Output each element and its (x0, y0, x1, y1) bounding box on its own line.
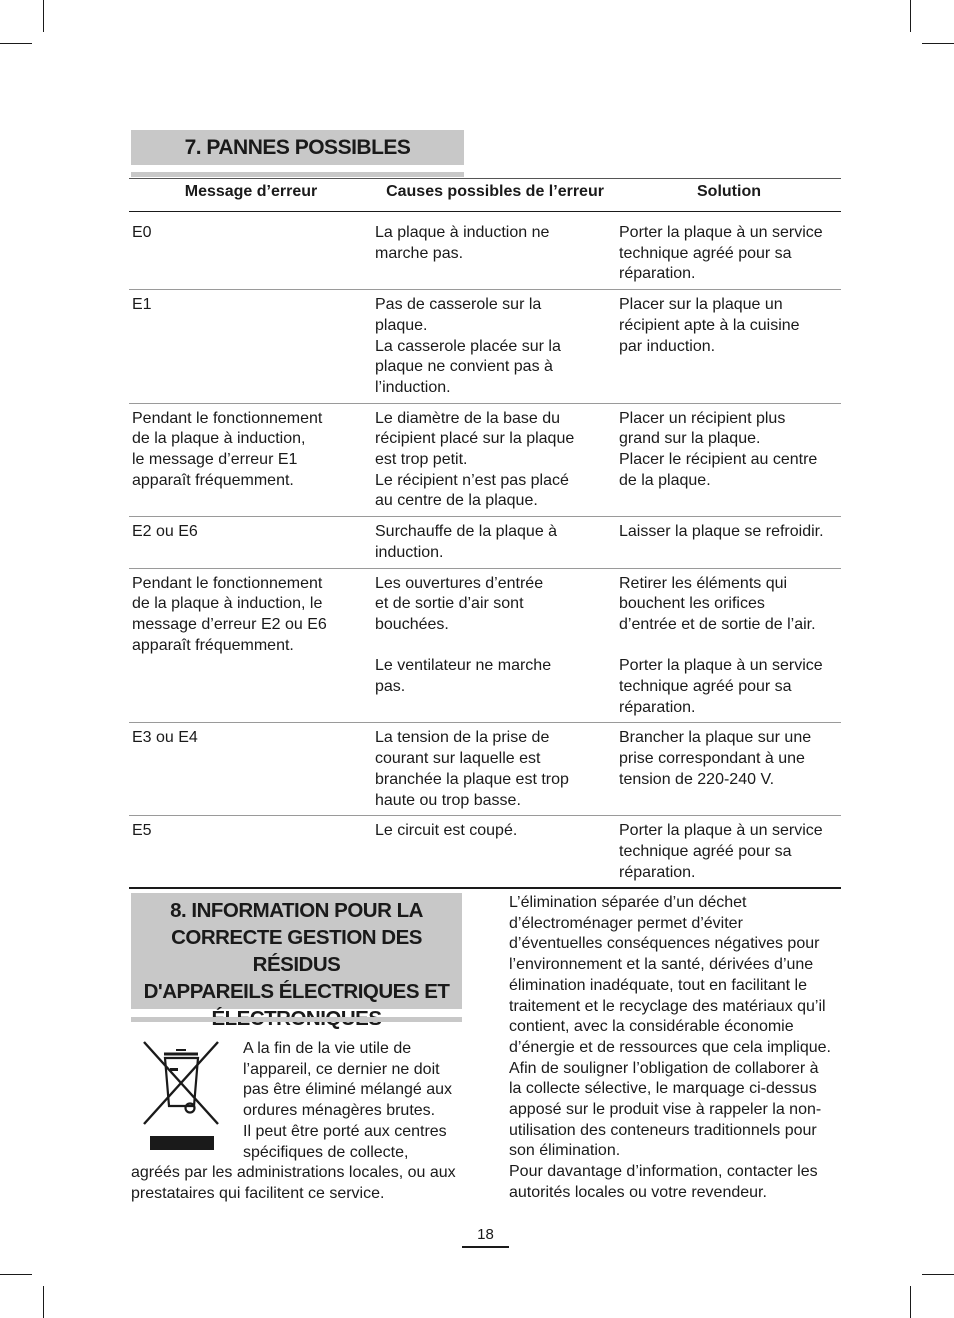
text-line: contient, avec la considérable économie (509, 1018, 794, 1036)
cell-line: au centre de la plaque. (375, 492, 538, 510)
cell-line: plaque ne convient pas à (375, 358, 553, 376)
cell-line: marche pas. (375, 244, 464, 262)
cell-line: de la plaque. (619, 471, 711, 489)
cell-line: réparation. (619, 863, 696, 881)
text-line: Afin de souligner l’obligation de collaborer à (509, 1059, 819, 1077)
table-header (129, 179, 841, 205)
text-line: A la fin de la vie utile de (243, 1040, 412, 1057)
solution-cell (619, 821, 841, 883)
causes-cell (375, 728, 619, 811)
cell-line: récipient placé sur la plaque (375, 430, 575, 448)
text-line: d’éventuelles conséquences négatives pour (509, 935, 820, 953)
table-row (129, 516, 841, 567)
cell-line: prise correspondant à une (619, 750, 805, 768)
cell-line: apparaît fréquemment. (132, 471, 294, 489)
header-causes: Causes possibles de l’erreur (386, 183, 604, 200)
causes-cell (375, 409, 619, 513)
cell-line: Pas de casserole sur la (375, 296, 542, 314)
cell-line: bouchent les orifices (619, 595, 765, 613)
cell-line: Les ouvertures d’entrée (375, 574, 544, 592)
crop-mark (43, 0, 44, 32)
cell-line: de la plaque à induction, (132, 430, 306, 448)
crop-mark (910, 1286, 911, 1318)
text-line: l’environnement et la santé, dérivées d’une (509, 956, 814, 974)
right-paragraph (509, 893, 854, 1204)
text-line: la collecte sélective, le marquage ci-dessus (509, 1080, 817, 1098)
cell-line: E5 (132, 822, 152, 840)
cell-line: réparation. (619, 265, 696, 283)
cell-line: Placer un récipient plus (619, 409, 786, 427)
text-line: pas être éliminé mélangé aux (243, 1081, 453, 1099)
table-bottom-rule (129, 887, 841, 889)
cell-line: d’entrée et de sortie de l’air. (619, 615, 816, 633)
section-7-rule (131, 172, 464, 177)
table-row (129, 211, 841, 289)
cell-line: bouchées. (375, 615, 449, 633)
cell-line: le message d’erreur E1 (132, 451, 298, 469)
cell-line: l’induction. (375, 378, 451, 396)
cell-line: technique agréé pour sa (619, 678, 792, 696)
cell-line: Placer le récipient au centre (619, 451, 818, 469)
text-line: L’élimination séparée d’un déchet (509, 894, 747, 911)
cell-line (375, 636, 619, 657)
cell-line: Le circuit est coupé. (375, 822, 518, 840)
cell-line: Surchauffe de la plaque à (375, 523, 558, 541)
table-row (129, 568, 841, 723)
solution-cell (619, 728, 841, 811)
solution-cell (619, 574, 841, 719)
section-7-heading: 7. PANNES POSSIBLES (131, 130, 464, 165)
cell-line: Retirer les éléments qui (619, 574, 788, 592)
text-line: utilisation des conteneurs traditionnels pour (509, 1121, 817, 1139)
text-line: prestataires qui facilitent ce service. (131, 1184, 385, 1202)
solution-cell (619, 409, 841, 513)
cell-line: E0 (132, 224, 152, 241)
section-8-rule (131, 1017, 462, 1022)
text-line: élimination inadéquate, tout en facilitant le (509, 976, 807, 994)
cell-line: récipient apte à la cuisine (619, 316, 800, 334)
cell-line: E1 (132, 296, 152, 314)
cell-line: branchée la plaque est trop (375, 770, 569, 788)
page-number: 18 (462, 1226, 509, 1248)
message-cell (129, 223, 375, 285)
cell-line: est trop petit. (375, 451, 468, 469)
header-message: Message d’erreur (184, 183, 318, 200)
text-line: d’électroménager permet d’éviter (509, 914, 743, 932)
cell-line (619, 636, 841, 657)
cell-line: Le ventilateur ne marche (375, 657, 552, 675)
cell-line: La tension de la prise de (375, 729, 550, 747)
message-cell (129, 574, 375, 719)
crop-mark (922, 1274, 954, 1275)
cell-line: Le diamètre de la base du (375, 409, 561, 427)
text-line: agréés par les administrations locales, ou aux (131, 1164, 456, 1182)
cell-line: tension de 220-240 V. (619, 770, 775, 788)
section-8-heading-line: CORRECTE GESTION DES RÉSIDUS (171, 926, 422, 976)
fault-table (129, 178, 841, 889)
text-line: ordures ménagères brutes. (243, 1102, 436, 1120)
crop-mark (922, 43, 954, 44)
text-line: traitement et le recyclage des matériaux qu’il (509, 997, 826, 1015)
cell-line: technique agréé pour sa (619, 842, 792, 860)
text-line: son élimination. (509, 1142, 621, 1160)
cell-line: courant sur laquelle est (375, 750, 541, 768)
cell-line: La plaque à induction ne (375, 224, 550, 241)
table-body (129, 211, 841, 887)
cell-line: réparation. (619, 698, 696, 716)
solution-cell (619, 295, 841, 399)
left-paragraph (131, 1039, 481, 1205)
causes-cell (375, 821, 619, 883)
crop-mark (43, 1286, 44, 1318)
text-line: apposé sur le produit vise à rappeler la non- (509, 1101, 822, 1119)
message-cell (129, 821, 375, 883)
cell-line: E3 ou E4 (132, 729, 198, 747)
cell-line: Porter la plaque à un service (619, 224, 823, 241)
cell-line: Pendant le fonctionnement (132, 409, 323, 427)
cell-line: Le récipient n’est pas placé (375, 471, 569, 489)
cell-line: et de sortie d’air sont (375, 595, 524, 613)
cell-line: de la plaque à induction, le (132, 595, 323, 613)
message-cell (129, 409, 375, 513)
cell-line: grand sur la plaque. (619, 430, 761, 448)
header-solution: Solution (697, 183, 761, 200)
text-line: l’appareil, ce dernier ne doit (243, 1060, 440, 1078)
crop-mark (0, 43, 32, 44)
table-row (129, 815, 841, 887)
cell-line: message d’erreur E2 ou E6 (132, 615, 327, 633)
cell-line: Placer sur la plaque un (619, 296, 783, 314)
cell-line: par induction. (619, 337, 716, 355)
crop-mark (0, 1274, 32, 1275)
cell-line: technique agréé pour sa (619, 244, 792, 262)
text-line: d’énergie et de ressources que cela implique. (509, 1038, 831, 1056)
causes-cell (375, 522, 619, 563)
cell-line: Porter la plaque à un service (619, 657, 823, 675)
causes-cell (375, 223, 619, 285)
cell-line: pas. (375, 678, 406, 696)
message-cell (129, 728, 375, 811)
cell-line: plaque. (375, 316, 428, 334)
crop-mark (910, 0, 911, 32)
text-line: Il peut être porté aux centres (243, 1122, 447, 1140)
table-row (129, 289, 841, 403)
cell-line: Brancher la plaque sur une (619, 729, 812, 747)
cell-line: Pendant le fonctionnement (132, 574, 323, 592)
section-8-heading-line: 8. INFORMATION POUR LA (170, 899, 423, 922)
cell-line: haute ou trop basse. (375, 791, 521, 809)
section-8-heading-line: D'APPAREILS ÉLECTRIQUES ET (143, 980, 450, 1003)
cell-line: induction. (375, 543, 444, 561)
table-row (129, 403, 841, 517)
cell-line: La casserole placée sur la (375, 337, 561, 355)
section-8-heading (131, 893, 462, 1009)
solution-cell (619, 522, 841, 563)
text-line: autorités locales ou votre revendeur. (509, 1183, 767, 1201)
causes-cell (375, 295, 619, 399)
text-line: spécifiques de collecte, (243, 1143, 409, 1161)
cell-line: apparaît fréquemment. (132, 636, 294, 654)
solution-cell (619, 223, 841, 285)
cell-line: Laisser la plaque se refroidir. (619, 523, 824, 541)
table-row (129, 722, 841, 815)
cell-line: Porter la plaque à un service (619, 822, 823, 840)
text-line: Pour davantage d’information, contacter les (509, 1163, 818, 1181)
message-cell (129, 522, 375, 563)
cell-line: E2 ou E6 (132, 523, 198, 541)
message-cell (129, 295, 375, 399)
causes-cell (375, 574, 619, 719)
